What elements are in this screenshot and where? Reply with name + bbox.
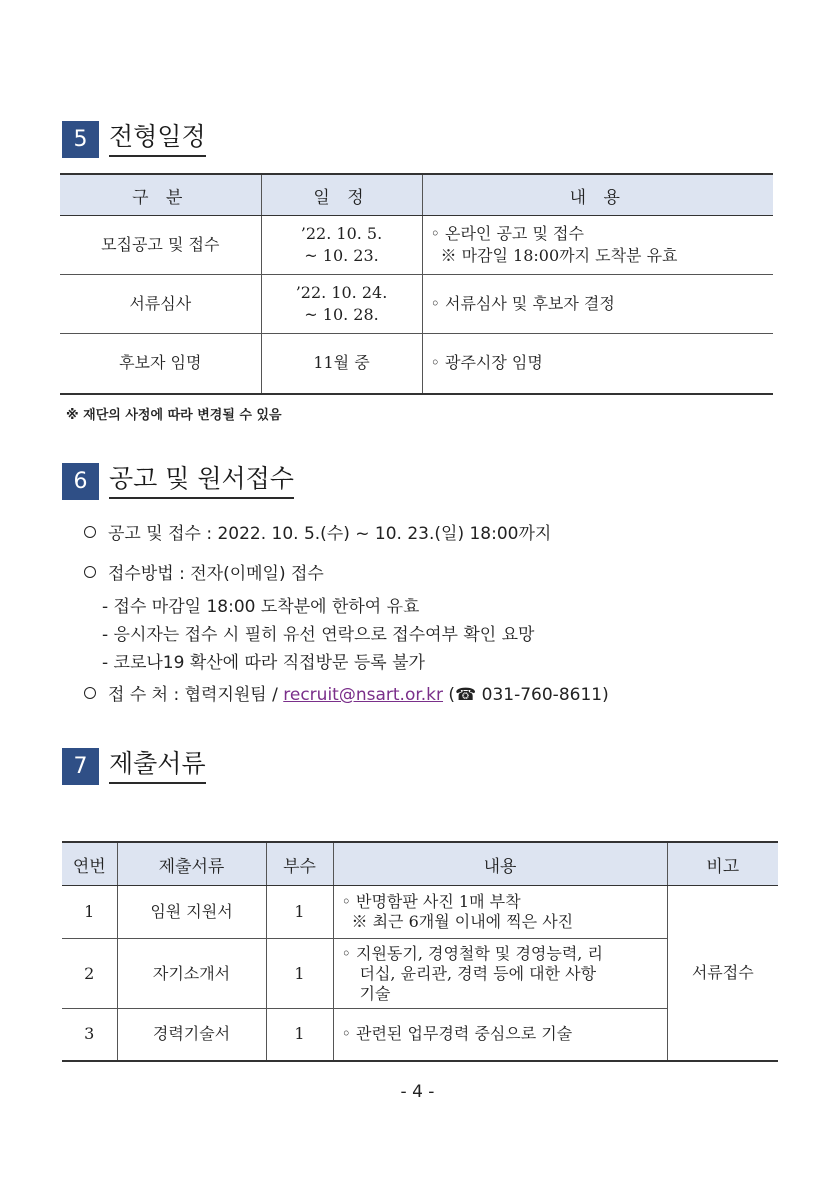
content-cell — [333, 939, 667, 1009]
documents-table — [62, 841, 778, 1062]
remark-cell: 서류접수 — [667, 886, 778, 1061]
count-cell: 1 — [266, 939, 333, 1009]
table-row — [60, 334, 773, 394]
number-cell: 1 — [62, 886, 117, 939]
circle-bullet-icon — [84, 566, 96, 578]
date-end: ~ 10. 28. — [304, 305, 379, 324]
table-row — [62, 886, 778, 939]
table-row — [60, 216, 773, 275]
method-line — [84, 559, 324, 584]
page-number: - 4 - — [400, 1082, 435, 1102]
section-number: 6 — [62, 463, 99, 500]
section-number: 7 — [62, 748, 99, 785]
header-cell: 비고 — [667, 842, 778, 886]
method-text: 접수방법 : 전자(이메일) 접수 — [108, 564, 324, 584]
content-cell: ◦ 광주시장 임명 — [422, 334, 773, 394]
count-cell: 1 — [266, 886, 333, 939]
section-7-heading — [62, 747, 206, 785]
header-cell: 내 용 — [422, 174, 773, 216]
section-5-heading — [62, 120, 206, 158]
schedule-note: ※ 재단의 사정에 따라 변경될 수 있음 — [66, 408, 282, 423]
section-6-heading — [62, 462, 294, 500]
header-cell: 제출서류 — [117, 842, 266, 886]
content-cell: ◦ 관련된 업무경력 중심으로 기술 — [333, 1009, 667, 1061]
document-cell: 임원 지원서 — [117, 886, 266, 939]
category-cell: 서류심사 — [60, 275, 261, 334]
category-cell: 모집공고 및 접수 — [60, 216, 261, 275]
phone-number: 031-760-8611) — [476, 685, 609, 705]
phone-icon: ☎ — [455, 685, 477, 705]
header-cell: 연번 — [62, 842, 117, 886]
table-header-row — [60, 174, 773, 216]
sub-item: - 코로나19 확산에 따라 직접방문 등록 불가 — [102, 653, 425, 673]
notice-text: 공고 및 접수 : 2022. 10. 5.(수) ~ 10. 23.(일) 18:00까지 — [108, 524, 552, 544]
content-line: ◦ 반명함판 사진 1매 부착 — [341, 892, 521, 911]
header-cell: 내용 — [333, 842, 667, 886]
sub-item: - 응시자는 접수 시 필히 유선 연락으로 접수여부 확인 요망 — [102, 625, 535, 645]
notice-line — [84, 519, 551, 544]
content-cell — [333, 886, 667, 939]
count-cell: 1 — [266, 1009, 333, 1061]
section-title: 전형일정 — [109, 121, 206, 157]
contact-line — [84, 680, 609, 705]
date-end: ~ 10. 23. — [304, 246, 379, 265]
date-start: ’22. 10. 24. — [295, 283, 388, 302]
contact-label: 접 수 처 : 협력지원팀 / — [108, 685, 284, 705]
content-note: ※ 마감일 18:00까지 도착분 유효 — [440, 246, 678, 265]
document-cell: 경력기술서 — [117, 1009, 266, 1061]
date-cell — [261, 275, 422, 334]
number-cell: 2 — [62, 939, 117, 1009]
date-start: ’22. 10. 5. — [300, 224, 383, 243]
category-cell: 후보자 임명 — [60, 334, 261, 394]
content-cell: ◦ 서류심사 및 후보자 결정 — [422, 275, 773, 334]
document-cell: 자기소개서 — [117, 939, 266, 1009]
section-number: 5 — [62, 121, 99, 158]
content-line: 더십, 윤리관, 경력 등에 대한 사항 — [359, 963, 597, 983]
content-cell — [422, 216, 773, 275]
email-link[interactable]: recruit@nsart.or.kr — [283, 685, 444, 705]
paren: ( — [443, 685, 456, 705]
table-header-row — [62, 842, 778, 886]
circle-bullet-icon — [84, 526, 96, 538]
sub-item: - 접수 마감일 18:00 도착분에 한하여 유효 — [102, 597, 420, 617]
content-line: 기술 — [359, 983, 391, 1003]
content-note: ※ 최근 6개월 이내에 찍은 사진 — [351, 912, 574, 931]
content-line: ◦ 온라인 공고 및 접수 — [430, 224, 584, 243]
table-row — [60, 275, 773, 334]
header-cell: 구 분 — [60, 174, 261, 216]
content-line: ◦ 지원동기, 경영철학 및 경영능력, 리 — [341, 943, 603, 963]
section-title: 공고 및 원서접수 — [109, 463, 294, 499]
section-title: 제출서류 — [109, 748, 206, 784]
number-cell: 3 — [62, 1009, 117, 1061]
date-cell — [261, 216, 422, 275]
schedule-table — [60, 173, 773, 395]
header-cell: 일 정 — [261, 174, 422, 216]
circle-bullet-icon — [84, 687, 96, 699]
header-cell: 부수 — [266, 842, 333, 886]
date-cell: 11월 중 — [261, 334, 422, 394]
